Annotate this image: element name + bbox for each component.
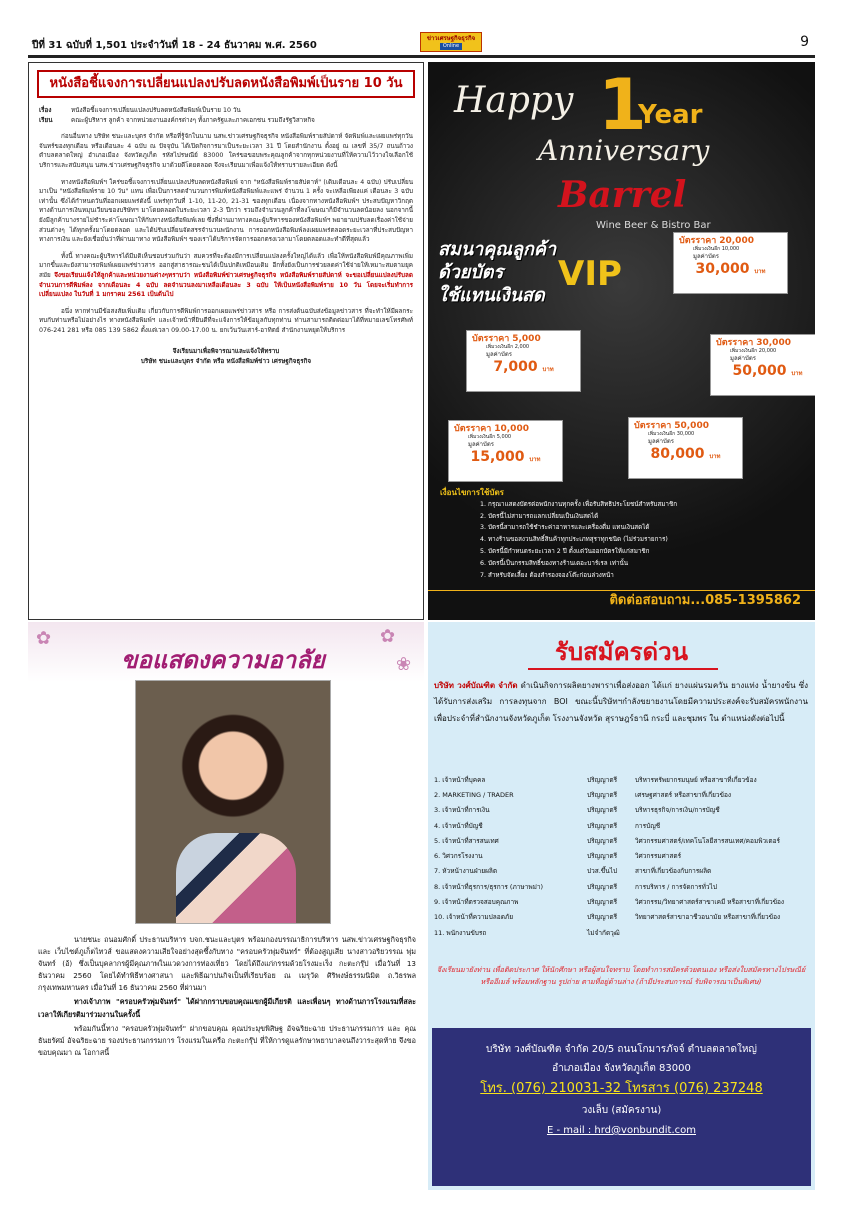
condition-item: 4. ทางร้านขอสงวนสิทธิ์สินค้าทุกประเภทสุราทุกชนิด (ไม่ร่วมรายการ) [480, 536, 668, 544]
position-name: 5. เจ้าหน้าที่สารสนเทศ [434, 836, 499, 845]
position-major: วิศวกรรมศาสตร์/เทคโนโลยีสารสนเทศ/คอมพิวเตอร์ [635, 836, 780, 845]
card-bonus: เพิ่มวงเงินอีก 20,000 [730, 348, 777, 354]
position-major: วิทยาศาสตร์สาขาอาชีวอนามัย หรือสาขาที่เกี่ยวข้อง [635, 913, 781, 922]
vip-card [466, 330, 581, 392]
position-major: เศรษฐศาสตร์ หรือสาขาที่เกี่ยวข้อง [635, 790, 732, 799]
signature-line-2: บริษัท ชนะและบุตร จำกัด หรือ หนังสือพิมพ์ข่าว เศรษฐกิจธุรกิจ [140, 358, 312, 366]
position-name: 3. เจ้าหน้าที่การเงิน [434, 806, 490, 815]
position-name: 6. วิศวกรโรงงาน [434, 852, 483, 861]
slogan-line-3: ใช้แทนเงินสด [438, 285, 545, 306]
card-unit: บาท [529, 456, 541, 463]
position-major: วิศวกรรมศาสตร์ [635, 852, 682, 861]
slogan-line-2: ด้วยบัตร [438, 262, 504, 283]
intro-text: ดำเนินกิจการผลิตยางพาราเพื่อส่งออก ได้แก่ ยางแผ่นรมควัน ยางแท่ง น้ำยางข้น ซึ่งได้รับการส่งเสริม การลงทุนจาก BOI ขณะนี้บริษัทฯกำลังขยายงานโดยมีความประสงค์จะรับสมัครพนักงาน เพื่อประจำที่สำนักงานจังหวัดภูเก็ต โรงงานจังหวัด สุราษฎร์ธานี กระบี่ และชุมพร ใน ตำแหน่งดังต่อไปนี้ [434, 681, 808, 723]
list-item [434, 894, 808, 909]
announcement-title: หนังสือชี้แจงการเปลี่ยนแปลงปรับลดหนังสือพิมพ์เป็นราย 10 วัน [37, 70, 415, 98]
subject-label: เรื่อง [39, 107, 52, 114]
card-price-label: บัตรราคา [634, 421, 672, 431]
flower-icon: ✿ [36, 628, 52, 649]
list-item [434, 818, 808, 833]
signature-line-1: จึงเรียนมาเพื่อพิจารณาและแจ้งให้ทราบ [172, 348, 280, 356]
announcement-paragraph-4: อนึ่ง หากท่านมีข้อสงสัยเพิ่มเติม เกี่ยวกับการตีพิมพ์การออกเผยแพร่ข่าวสาร หรือ การส่งต้นฉบับส่งข้อมูลข่าวสาร ที่จะทำให้มีผลกระทบกับท่านหรือไม่อย่างไร ทางหนังสือพิมพ์ฯ และเจ้าหน้าที่ยินดีที่จะแจ้งการให้ข้อมูลกับทุกท่าน ท่านสามารถติดต่อมาได้ที่หมายเลขโทรศัพท์ 076-241 281 หรือ 085 139 5862 ตั้งแต่เวลา 09.00-17.00 น. ยกเว้นวันเสาร์-อาทิตย์ สำนักงานหยุดให้บริการ [39, 307, 413, 334]
condolence-panel [28, 622, 424, 1190]
contact-phone[interactable]: ติดต่อสอบถาม...085-1395862 [428, 590, 815, 612]
anniversary-text: Anniversary [538, 134, 710, 167]
condition-item: 6. บัตรนี้เป็นกรรมสิทธิ์ของทางร้านเดอะบาร์เรล เท่านั้น [480, 559, 629, 567]
job-intro [434, 678, 808, 727]
card-bonus: เพิ่มวงเงินอีก 2,000 [486, 344, 530, 350]
position-name: 1. เจ้าหน้าที่บุคคล [434, 775, 486, 784]
scarf-shape [176, 833, 296, 923]
position-education: ปริญญาตรี [587, 821, 618, 830]
brand-logo: Barrel [558, 174, 687, 216]
list-item [434, 910, 808, 925]
job-title: รับสมัครด่วน [554, 638, 688, 666]
one-numeral: 1 [598, 64, 647, 146]
logo-sub: Online [440, 43, 462, 50]
position-major: วิศวกรรม/วิทยาศาสตร์สาขาเคมี หรือสาขาที่เกี่ยวข้อง [635, 898, 785, 907]
year-text: Year [638, 100, 703, 130]
portrait-photo [135, 680, 331, 924]
card-price-label: บัตรราคา [472, 334, 510, 344]
card-bonus: เพิ่มวงเงินอีก 30,000 [648, 431, 695, 437]
job-ad [428, 622, 815, 1190]
announcement-signature [39, 347, 413, 366]
position-major: การบริหาร / การจัดการทั่วไป [635, 882, 717, 891]
brand-subtitle: Wine Beer & Bistro Bar [596, 220, 711, 231]
address-line-2: อำเภอเมือง จังหวัดภูเก็ต 83000 [552, 1063, 691, 1074]
announcement-body [29, 98, 423, 367]
position-name: 11. พนักงานขับรถ [434, 928, 487, 937]
vip-card [448, 420, 563, 482]
phone-link[interactable]: โทร. (076) 210031-32 โทรสาร (076) 237248 [480, 1081, 763, 1096]
card-price: 5,000 [512, 334, 541, 344]
card-value-label: มูลค่าบัตร [648, 438, 674, 445]
vip-card [710, 334, 815, 396]
card-price: 50,000 [674, 421, 709, 431]
position-education: ปริญญาตรี [587, 913, 618, 922]
page-header [28, 32, 815, 58]
list-item [434, 833, 808, 848]
anniversary-ad[interactable] [428, 62, 815, 620]
position-education: ปวส.ขึ้นไป [587, 867, 618, 876]
card-value-label: มูลค่าบัตร [486, 351, 512, 358]
vip-text: VIP [558, 254, 622, 294]
card-bonus: เพิ่มวงเงินอีก 10,000 [693, 246, 740, 252]
position-education: ไม่จำกัดวุฒิ [587, 928, 620, 937]
card-unit: บาท [791, 370, 803, 377]
card-bonus: เพิ่มวงเงินอีก 5,000 [468, 434, 512, 440]
condolence-title: ขอแสดงความอาลัย [121, 646, 325, 674]
happy-text: Happy [454, 80, 574, 121]
card-price-label: บัตรราคา [716, 338, 754, 348]
position-education: ปริญญาตรี [587, 852, 618, 861]
position-major: บริหารทรัพยากรมนุษย์ หรือสาขาที่เกี่ยวข้อง [635, 775, 757, 784]
position-name: 8. เจ้าหน้าที่ธุรการ/ธุรการ (ภาษาพม่า) [434, 882, 544, 891]
condition-item: 3. บัตรนี้สามารถใช้ชำระค่าอาหารและเครื่องดื่ม แทนเงินสดได้ [480, 524, 650, 532]
condolence-paragraph-2: ทางเจ้าภาพ "ครอบครัวพุ่มจันทร์" ได้ฝากกราบขอบคุณแขกผู้มีเกียรติ และเพื่อนๆ ทางด้านการโรงแรมที่สละเวลาให้เกียรติมาร่วมงานในครั้งนี้ [38, 997, 416, 1019]
position-education: ปริญญาตรี [587, 836, 618, 845]
condition-item: 1. กรุณาแสดงบัตรต่อพนักงานทุกครั้ง เพื่อรับสิทธิประโยชน์สำหรับสมาชิก [480, 500, 678, 508]
subject-text: หนังสือชี้แจงการเปลี่ยนแปลงปรับลดหนังสือพิมพ์เป็นราย 10 วัน [71, 107, 241, 114]
position-name: 10. เจ้าหน้าที่ความปลอดภัย [434, 913, 514, 922]
logo-text: ข่าวเศรษฐกิจธุรกิจ [426, 34, 476, 42]
position-education: ปริญญาตรี [587, 790, 618, 799]
announcement-paragraph-1: ก่อนอื่นทาง บริษัท ชนะและบุตร จำกัด หรือที่รู้จักในนาม นสพ.ข่าวเศรษฐกิจธุรกิจ หนังสือพิมพ์รายสัปดาห์ จัดพิมพ์และเผยแพร่ทุกวันจันทร์ของทุกเดือน หรือเดือนละ 4 ฉบับ ณ ปัจจุบัน ได้เปิดกิจการมาเป็นระยะเวลา 31 ปี โดยสำนักงาน ตั้งอยู่ ณ เลขที่ 35/7 ถนนถ้าวง ตำบลตลาดใหญ่ อำเภอเมือง จังหวัดภูเก็ต รหัสไปรษณีย์ 83000 ใคร่ขอขอบพระคุณลูกค้าจากทุกหน่วยงานที่ให้ความไว้วางใจเลือกใช้บริการและสนับสนุน นสพ.ข่าวเศรษฐกิจธุรกิจ มาด้วยดีโดยตลอด จึงจะเรียนมาเพื่อแจ้งให้ทราบรายละเอียด ดังนี้ [39, 133, 413, 169]
announcement-panel [28, 62, 424, 620]
position-name: 9. เจ้าหน้าที่ตรวจสอบคุณภาพ [434, 898, 519, 907]
application-note: จึงเรียนมายังท่าน เพื่อติดประกาศ ให้นักศึกษา หรือผู้สนใจทราบ โดยทำการสมัครด้วยตนเอง หรือส่งใบสมัครทางไปรษณีย์ หรืออีเมล์ พร้อมหลักฐาน รูปถ่าย ตามที่อยู่ด้านล่าง (ถ้ามีประสบการณ์ รับพิจารณาเป็นพิเศษ) [436, 965, 806, 986]
address-line-1: บริษัท วงศ์บัณฑิต จำกัด 20/5 ถนนโกมารภัจจ์ ตำบลตลาดใหญ่ [486, 1044, 757, 1055]
list-item [434, 772, 808, 787]
to-label: เรียน [39, 116, 53, 124]
condolence-paragraph-1: นายชนะ ถนอมศักดิ์ ประธานบริหาร บจก.ชนะและบุตร พร้อมกองบรรณาธิการบริหาร นสพ.ข่าวเศรษฐกิจธุรกิจ และ เว็บไซต์ภูเก็ตไทวส์ ขอแสดงความเสียใจอย่างสุดซึ้งกับทาง "ครอบครัวพุ่มจันทร์" ที่ต้องสูญเสีย นางสาวอริยวรรณ พุ่มจันทร์ (อ้) ซึ่งเป็นบุคลากรผู้มีคุณภาพในแวดวงการท่องเที่ยว โดยได้ถึงแก่กรรมด้วยโรงมะเร็ง กะตะกรุ๊ป เมื่อวันที่ 13 ธันวาคม 2560 โดยได้ทำพิธีทางศาสนา และพิธีฌาปนกิจเป็นที่เรียบร้อย ณ เมรุวัด ศิริพงษ์ธรรมนิมิต ถ.วิธรพล กรุงเทพมหานคร เมื่อวันที่ 16 ธันวาคม 2560 ที่ผ่านมา [38, 935, 416, 993]
card-value: 30,000 [695, 261, 750, 277]
flower-icon: ✿ [380, 626, 396, 647]
title-divider [528, 668, 718, 670]
condolence-text [38, 934, 416, 1061]
condition-item: 7. สำหรับจัดเลี้ยง ต้องสำรองจองโต๊ะก่อนล่วงหน้า [480, 571, 614, 579]
page-number: 9 [800, 34, 809, 50]
vip-card [628, 417, 743, 479]
list-item [434, 848, 808, 863]
condition-item: 2. บัตรนี้ไม่สามารถแลกเปลี่ยนเป็นเงินสดได้ [480, 512, 599, 520]
announcement-paragraph-3b: จึงขอเรียนแจ้งให้ลูกค้าและหน่วยงานต่างๆทราบว่า หนังสือพิมพ์ข่าวเศรษฐกิจธุรกิจ หนังสือพิมพ์รายสัปดาห์ จะขอเปลี่ยนแปลงปรับลดจำนวนการตีพิมพ์ลง จากเดือนละ 4 ฉบับ ลดจำนวนลงมาเหลือเดือนละ 3 ฉบับ ให้เป็นหนังสือพิมพ์ราย 10 วัน โดยจะเริ่มทำการเปลี่ยนแปลง ในวันที่ 1 มกราคม 2561 เป็นต้นไป [39, 271, 413, 299]
card-value: 15,000 [470, 449, 525, 465]
card-value-label: มูลค่าบัตร [730, 355, 756, 362]
email-link[interactable]: E - mail : hrd@vonbundit.com [546, 1125, 697, 1136]
condolence-paragraph-3: พร้อมกันนี้ทาง "ครอบครัวพุ่มจันทร์" ฝากขอบคุณ คุณประมุขพิสิษฐ อัจฉริยะฉาย ประธานกรรมการ และ คุณธันยรัศม์ อัจฉริยะฉาย รองประธานกรรมการ โรงแรมในเครือ กะตะกรุ๊ป ที่ให้การดูแลรักษาพยาบาลจนถึงวาระสุดท้าย จึงขอขอบคุณมา ณ โอกาสนี้ [38, 1023, 416, 1057]
position-name: 2. MARKETING / TRADER [434, 790, 514, 799]
card-price: 30,000 [756, 338, 791, 348]
company-name: บริษัท วงศ์บัณฑิต จำกัด [434, 681, 518, 690]
slogan-line-1: สมนาคุณลูกค้า [438, 239, 557, 260]
position-education: ปริญญาตรี [587, 775, 618, 784]
list-item [434, 864, 808, 879]
conditions-title: เงื่อนไขการใช้บัตร [440, 488, 504, 497]
position-education: ปริญญาตรี [587, 806, 618, 815]
card-value: 50,000 [732, 363, 787, 379]
list-item [434, 879, 808, 894]
position-major: สาขาที่เกี่ยวข้องกับการผลิต [635, 867, 712, 876]
to-text: คณะผู้บริหาร ลูกค้า จากหน่วยงานองค์กรต่างๆ ทั้งภาครัฐและภาคเอกชน รวมถึงรัฐวิสาหกิจ [71, 116, 315, 124]
announcement-paragraph-2: ทางหนังสือพิมพ์ฯ ใคร่ขอชี้แจงการเปลี่ยนแปลงปรับลดหนังสือพิมพ์ จาก "หนังสือพิมพ์รายสัปดาห์" (เดิมเดือนละ 4 ฉบับ) ปรับเปลี่ยนมาเป็น "หนังสือพิมพ์ราย 10 วัน" แทน เพื่อเป็นการลดจำนวนการพิมพ์หนังสือพิมพ์และแพร่ จำนวน 1 ครั้ง จะเหลือเพียงแค่ เดือนละ 3 ฉบับเท่านั้น ซึ่งได้กำหนดวันที่ออกเผยแพร่ดังนี้ แพร่ทุกวันที่ 1-10, 11-20, 21-31 ของทุกเดือน เนื่องจากทางหนังสือพิมพ์ฯ ประสบปัญหาวิกฤตทางด้านการเงินหมุนเวียนของบริษัทฯ มาโดยตลอดในระยะเวลา 2-3 ปีกว่า รวมถึงจำนวนลูกค้าที่ลงโฆษณาก็มีจำนวนลดน้อยลง นอกจากนี้ยังมีลูกค้าบางรายไม่ชำระค่าโฆษณาให้กับทางหนังสือพิมพ์เลย ซึ่งที่ผ่านมาทางคณะผู้บริหารของหนังสือพิมพ์ฯ พยายามปรับลดเรื่องค่าใช้จ่ายส่วนต่างๆ ได้ทุกครั้งมาโดยตลอด และได้ปรับเปลี่ยนจัดสรรจำนวนพนักงาน การออกหนังสือพิมพ์ลงเผยแพร่ตลอดระยะเวลาที่ประสบปัญหาทางการเงิน และยังเชื่อมั่นว่าที่ผ่านมาทาง หนังสือพิมพ์ฯ ของเราได้บริการจัดการออกตรงเวลามาโดยตลอดและทำดีที่สุดแล้ว [39, 178, 413, 244]
card-unit: บาท [542, 366, 554, 373]
card-value-label: มูลค่าบัตร [468, 441, 494, 448]
condition-item: 5. บัตรนี้มีกำหนดระยะเวลา 2 ปี ตั้งแต่วันออกบัตรให้แก่สมาชิก [480, 547, 650, 555]
vip-card [673, 232, 788, 294]
vip-slogan [438, 238, 556, 307]
position-major: การบัญชี [635, 821, 661, 830]
card-unit: บาท [709, 453, 721, 460]
card-value: 7,000 [493, 359, 538, 375]
card-value-label: มูลค่าบัตร [693, 253, 719, 260]
card-price-label: บัตรราคา [679, 236, 717, 246]
card-price: 20,000 [719, 236, 754, 246]
card-value: 80,000 [650, 446, 705, 462]
list-item [434, 925, 808, 940]
position-education: ปริญญาตรี [587, 882, 618, 891]
card-price: 10,000 [494, 424, 529, 434]
announcement-paragraph-3a: ทั้งนี้ ทางคณะผู้บริหารได้มีมติเห็นชอบร่วมกันว่า สมควรที่จะต้องมีการเปลี่ยนแปลงครั้งใหญ่ได้แล้ว เพื่อให้หนังสือพิมพ์มีคุณภาพเพิ่มมากขึ้นและยังสามารถพิมพ์เผยแพร่ข่าวสาร ออกสู่สาธารณะชนได้เป็นปกติเหมือนเดิม อีกทั้งยังเป็นการช่วยลดค่าใช้จ่ายให้เหมาะสมตามยุคสมัย [39, 252, 413, 279]
list-item [434, 803, 808, 818]
issue-line: ปีที่ 31 ฉบับที่ 1,501 ประจำวันที่ 18 - 24 ธันวาคม พ.ศ. 2560 [32, 40, 317, 51]
announcement-paragraph-3 [39, 252, 413, 300]
position-name: 7. หัวหน้างานฝ่ายผลิต [434, 867, 498, 876]
positions-list [434, 772, 808, 940]
position-major: บริหารธุรกิจ/การเงิน/การบัญชี [635, 806, 720, 815]
department-line: วงเล็บ (สมัครงาน) [581, 1105, 662, 1116]
newspaper-logo[interactable] [420, 32, 482, 52]
card-conditions [440, 487, 677, 581]
contact-box [432, 1028, 811, 1186]
position-education: ปริญญาตรี [587, 898, 618, 907]
card-price-label: บัตรราคา [454, 424, 492, 434]
card-unit: บาท [754, 268, 766, 275]
list-item [434, 787, 808, 802]
flower-icon: ❀ [396, 654, 412, 675]
position-name: 4. เจ้าหน้าที่บัญชี [434, 821, 483, 830]
